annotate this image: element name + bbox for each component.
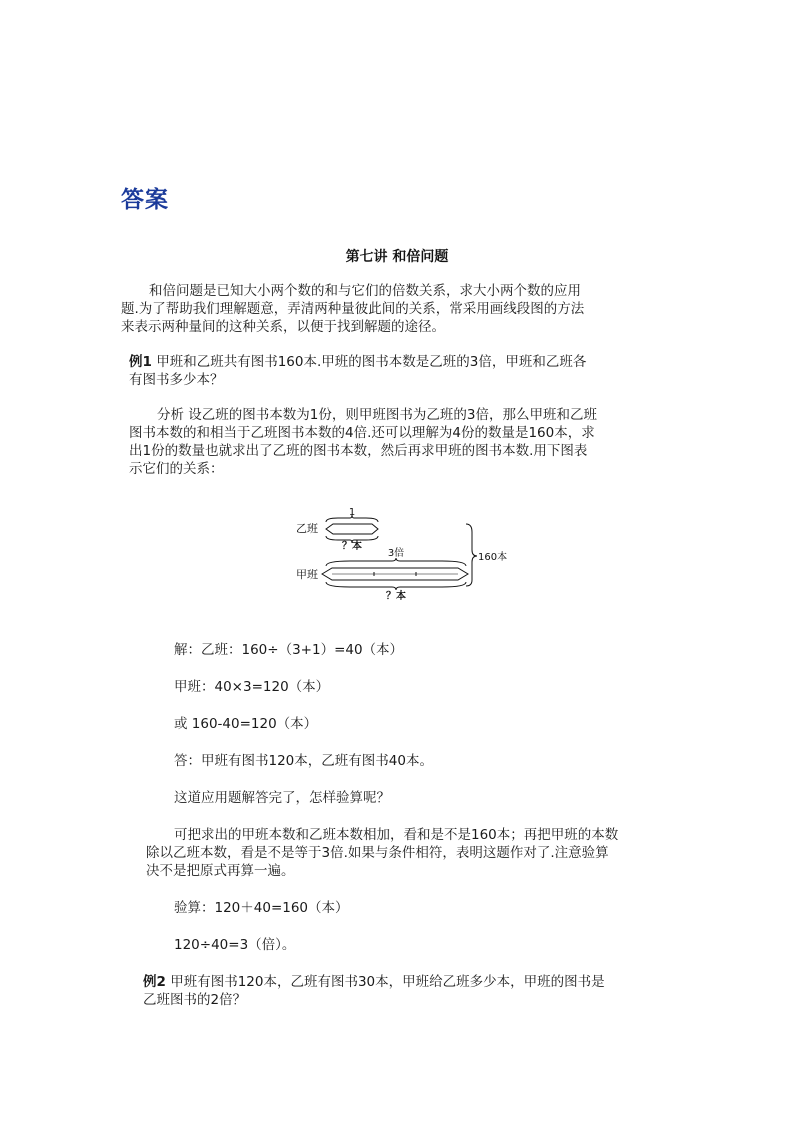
row1-label: 乙班 xyxy=(296,522,318,535)
row2-bottom-label: ？本 xyxy=(386,591,406,602)
example1-question xyxy=(129,353,586,389)
check-line: 可把求出的甲班本数和乙班本数相加，看和是不是160本；再把甲班的本数 xyxy=(174,827,619,843)
row2-bottom-brace xyxy=(326,582,466,590)
answer-line: 答：甲班有图书120本，乙班有图书40本。 xyxy=(174,753,433,769)
analysis-paragraph xyxy=(129,406,597,478)
example2-label: 例2 xyxy=(143,974,166,990)
intro-paragraph xyxy=(121,282,584,336)
row1-top-label: 1 xyxy=(348,507,356,518)
check-paragraph xyxy=(146,826,618,880)
solution-line: 或 160-40=120（本） xyxy=(174,716,318,732)
check-question: 这道应用题解答完了，怎样验算呢？ xyxy=(174,790,390,806)
intro-line: 来表示两种量间的这种关系，以便于找到解题的途径。 xyxy=(121,319,445,335)
check-line: 决不是把原式再算一遍。 xyxy=(146,863,295,879)
answer-heading: 答案 xyxy=(121,186,169,213)
solution-line: 解：乙班：160÷（3+1）=40（本） xyxy=(174,642,404,658)
intro-line: 题.为了帮助我们理解题意，弄清两种量彼此间的关系，常采用画线段图的方法 xyxy=(121,301,585,317)
row2-top-brace xyxy=(326,558,466,566)
row1-bottom-label: ？本 xyxy=(342,541,362,552)
example1-question-line: 有图书多少本？ xyxy=(129,372,224,388)
lecture-title: 第七讲 和倍问题 xyxy=(345,249,449,265)
example2-question-line: 甲班有图书120本，乙班有图书30本，甲班给乙班多少本，甲班的图书是 xyxy=(170,974,605,990)
total-brace xyxy=(466,524,477,586)
example2-question xyxy=(143,973,605,1009)
example2-question-line: 乙班图书的2倍？ xyxy=(143,992,247,1008)
total-label: 160本 xyxy=(478,552,508,563)
analysis-line: 示它们的关系： xyxy=(129,461,224,477)
row1-segment xyxy=(326,524,378,534)
solution-line: 甲班：40×3=120（本） xyxy=(174,679,330,695)
example1-question-line: 甲班和乙班共有图书160本.甲班的图书本数是乙班的3倍，甲班和乙班各 xyxy=(156,354,587,370)
line-segment-diagram xyxy=(290,500,520,610)
check-line: 除以乙班本数，看是不是等于3倍.如果与条件相符，表明这题作对了.注意验算 xyxy=(146,845,609,861)
analysis-line: 出1份的数量也就求出了乙班的图书本数，然后再求甲班的图书本数.用下图表 xyxy=(129,443,588,459)
verify-line: 验算：120＋40=160（本） xyxy=(174,900,349,916)
example1-label: 例1 xyxy=(129,354,152,370)
intro-line: 和倍问题是已知大小两个数的和与它们的倍数关系，求大小两个数的应用 xyxy=(149,283,581,299)
analysis-line: 分析 设乙班的图书本数为1份，则甲班图书为乙班的3倍，那么甲班和乙班 xyxy=(157,407,597,423)
row2-top-label: 3倍 xyxy=(387,548,405,559)
verify-line: 120÷40=3（倍）。 xyxy=(174,937,296,953)
analysis-line: 图书本数的和相当于乙班图书本数的4倍.还可以理解为4份的数量是160本，求 xyxy=(129,425,595,441)
row1-top-brace xyxy=(326,515,378,522)
row2-label: 甲班 xyxy=(296,568,318,581)
